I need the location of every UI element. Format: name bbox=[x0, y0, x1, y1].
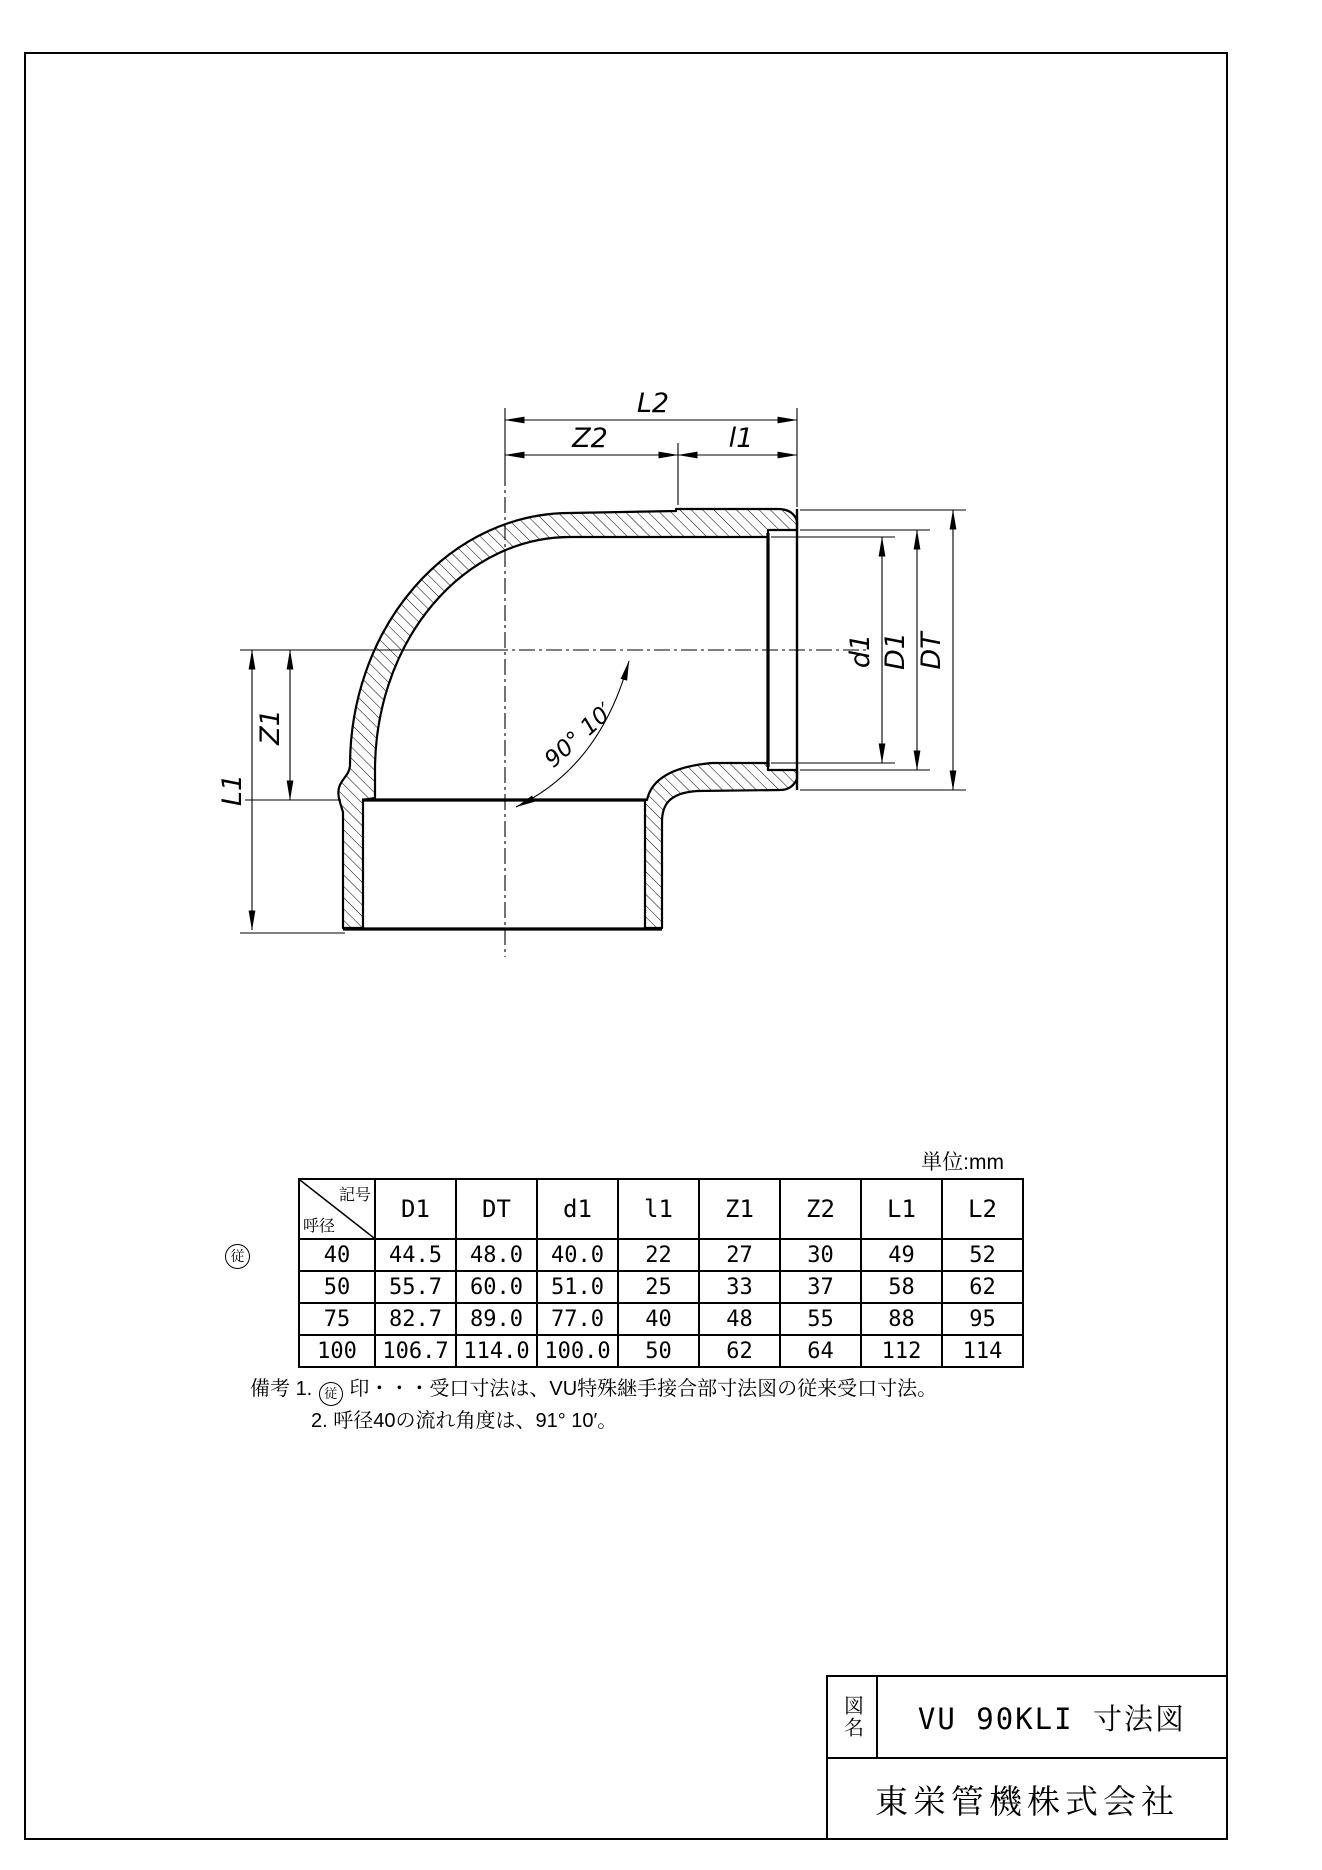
dim-label-d1: d1 bbox=[845, 633, 876, 669]
size-cell: 100 bbox=[299, 1335, 375, 1367]
value-cell: 62 bbox=[699, 1335, 780, 1367]
drawing-title: VU 90KLI 寸法図 bbox=[917, 1701, 1187, 1736]
value-cell: 58 bbox=[861, 1271, 942, 1303]
col-header-d1: d1 bbox=[537, 1179, 618, 1239]
value-cell: 89.0 bbox=[456, 1303, 537, 1335]
value-cell: 95 bbox=[942, 1303, 1023, 1335]
value-cell: 114 bbox=[942, 1335, 1023, 1367]
value-cell: 55.7 bbox=[375, 1271, 456, 1303]
remark-1-number: 1. bbox=[295, 1378, 313, 1400]
col-header-DT: DT bbox=[456, 1179, 537, 1239]
value-cell: 48.0 bbox=[456, 1239, 537, 1271]
value-cell: 48 bbox=[699, 1303, 780, 1335]
col-header-L1: L1 bbox=[861, 1179, 942, 1239]
value-cell: 33 bbox=[699, 1271, 780, 1303]
dim-label-D1: D1 bbox=[880, 632, 911, 670]
size-cell: 50 bbox=[299, 1271, 375, 1303]
elbow-outer-wall-section bbox=[338, 509, 797, 928]
remark-1-circled-marker: 従 bbox=[319, 1382, 343, 1406]
dim-label-L2: L2 bbox=[636, 388, 670, 419]
value-cell: 37 bbox=[780, 1271, 861, 1303]
value-cell: 100.0 bbox=[537, 1335, 618, 1367]
col-header-Z1: Z1 bbox=[699, 1179, 780, 1239]
value-cell: 27 bbox=[699, 1239, 780, 1271]
value-cell: 25 bbox=[618, 1271, 699, 1303]
col-header-D1: D1 bbox=[375, 1179, 456, 1239]
remark-line-2 bbox=[311, 1406, 937, 1436]
table-row-40 bbox=[299, 1239, 1023, 1271]
value-cell: 64 bbox=[780, 1335, 861, 1367]
value-cell: 49 bbox=[861, 1239, 942, 1271]
col-header-Z2: Z2 bbox=[780, 1179, 861, 1239]
value-cell: 22 bbox=[618, 1239, 699, 1271]
size-cell: 75 bbox=[299, 1303, 375, 1335]
dim-label-Z2: Z2 bbox=[572, 423, 608, 454]
value-cell: 30 bbox=[780, 1239, 861, 1271]
remark-2-text: 呼径40の流れ角度は、91° 10′。 bbox=[333, 1410, 618, 1432]
corner-label-size: 呼径 bbox=[303, 1218, 336, 1235]
remarks bbox=[250, 1374, 937, 1436]
value-cell: 51.0 bbox=[537, 1271, 618, 1303]
value-cell: 44.5 bbox=[375, 1239, 456, 1271]
dim-label-DT: DT bbox=[916, 632, 947, 670]
value-cell: 52 bbox=[942, 1239, 1023, 1271]
value-cell: 60.0 bbox=[456, 1271, 537, 1303]
value-cell: 50 bbox=[618, 1335, 699, 1367]
corner-label-symbol: 記号 bbox=[338, 1187, 371, 1204]
dim-label-l1: l1 bbox=[728, 423, 754, 454]
remark-2-number: 2. bbox=[311, 1410, 328, 1432]
table-row-50 bbox=[299, 1271, 1023, 1303]
dim-label-Z1: Z1 bbox=[255, 709, 286, 745]
col-header-L2: L2 bbox=[942, 1179, 1023, 1239]
remarks-prefix: 備考 bbox=[250, 1378, 290, 1400]
col-header-l1: l1 bbox=[618, 1179, 699, 1239]
table-header-row bbox=[299, 1179, 1023, 1239]
value-cell: 114.0 bbox=[456, 1335, 537, 1367]
value-cell: 82.7 bbox=[375, 1303, 456, 1335]
value-cell: 106.7 bbox=[375, 1335, 456, 1367]
value-cell: 40.0 bbox=[537, 1239, 618, 1271]
value-cell: 88 bbox=[861, 1303, 942, 1335]
table-corner-cell bbox=[299, 1179, 375, 1239]
drawing-name-label: 図名 bbox=[840, 1695, 863, 1739]
remark-line-1 bbox=[250, 1374, 937, 1406]
size-cell: 40 bbox=[299, 1239, 375, 1271]
dim-label-angle: 90° 10′ bbox=[539, 698, 619, 774]
table-row-100 bbox=[299, 1335, 1023, 1367]
title-block bbox=[826, 1675, 1228, 1840]
value-cell: 112 bbox=[861, 1335, 942, 1367]
value-cell: 77.0 bbox=[537, 1303, 618, 1335]
elbow-inner-corner-wall-section bbox=[645, 763, 797, 928]
value-cell: 40 bbox=[618, 1303, 699, 1335]
legacy-socket-marker: 従 bbox=[225, 1244, 250, 1269]
table-row-75 bbox=[299, 1303, 1023, 1335]
remark-1-text: 印・・・受口寸法は、VU特殊継手接合部寸法図の従来受口寸法。 bbox=[349, 1378, 938, 1400]
value-cell: 62 bbox=[942, 1271, 1023, 1303]
dimension-table bbox=[298, 1178, 1024, 1368]
value-cell: 55 bbox=[780, 1303, 861, 1335]
company-name: 東栄管機株式会社 bbox=[875, 1783, 1179, 1820]
dim-label-L1: L1 bbox=[217, 773, 248, 807]
unit-label: 単位:mm bbox=[921, 1151, 1004, 1174]
